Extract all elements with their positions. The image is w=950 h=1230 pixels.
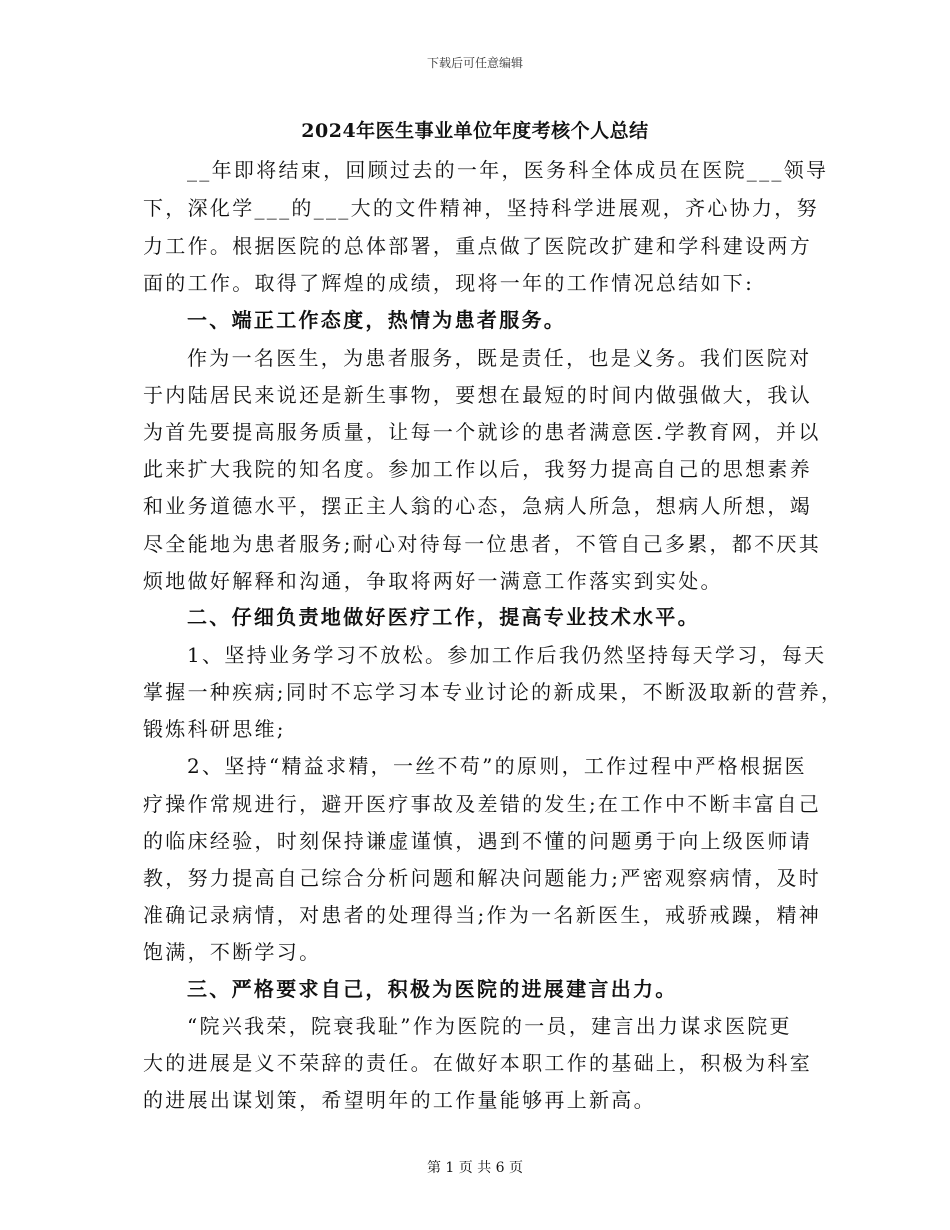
section-heading: 一、端正工作态度，热情为患者服务。 bbox=[187, 308, 567, 332]
body-line: 于内陆居民来说还是新生事物，要想在最短的时间内做强做大，我认 bbox=[143, 383, 812, 407]
section-heading: 三、严格要求自己，积极为医院的进展建言出力。 bbox=[187, 977, 678, 1001]
body-line: 烦地做好解释和沟通，争取将两好一满意工作落实到实处。 bbox=[143, 569, 723, 593]
body-line: 作为一名医生，为患者服务，既是责任，也是义务。我们医院对 bbox=[187, 346, 812, 370]
body-line: 准确记录病情，对患者的处理得当;作为一名新医生，戒骄戒躁，精神 bbox=[143, 903, 822, 927]
body-line: 锻炼科研思维; bbox=[143, 717, 286, 741]
body-line: 掌握一种疾病;同时不忘学习本专业讨论的新成果，不断汲取新的营养， bbox=[143, 680, 844, 704]
page-number-footer: 第 1 页 共 6 页 bbox=[426, 1160, 524, 1176]
section-heading: 二、仔细负责地做好医疗工作，提高专业技术水平。 bbox=[187, 605, 700, 629]
body-line: 为首先要提高服务质量，让每一个就诊的患者满意医.学教育网，并以 bbox=[143, 420, 821, 444]
body-line: 1、坚持业务学习不放松。参加工作后我仍然坚持每天学习，每天 bbox=[187, 643, 827, 667]
body-line: 此来扩大我院的知名度。参加工作以后，我努力提高自己的思想素养 bbox=[143, 457, 812, 481]
body-line: 大的进展是义不荣辞的责任。在做好本职工作的基础上，积极为科室 bbox=[143, 1051, 812, 1075]
body-line: 力工作。根据医院的总体部署，重点做了医院改扩建和学科建设两方 bbox=[143, 234, 812, 258]
body-line: 的进展出谋划策，希望明年的工作量能够再上新高。 bbox=[143, 1088, 656, 1112]
document-title: 2024年医生事业单位年度考核个人总结 bbox=[301, 120, 649, 142]
body-line: 下，深化学___的___大的文件精神，坚持科学进展观，齐心协力，努 bbox=[143, 196, 819, 220]
body-line: 饱满，不断学习。 bbox=[143, 940, 322, 964]
body-line: “院兴我荣，院衰我耻”作为医院的一员，建言出力谋求医院更 bbox=[187, 1014, 792, 1038]
body-line: __年即将结束，回顾过去的一年，医务科全体成员在医院___领导 bbox=[187, 158, 829, 182]
body-line: 疗操作常规进行，避开医疗事故及差错的发生;在工作中不断丰富自己 bbox=[143, 792, 822, 816]
header-note: 下载后可任意编辑 bbox=[426, 56, 523, 70]
body-line: 2、坚持“精益求精，一丝不苟”的原则，工作过程中严格根据医 bbox=[187, 754, 807, 778]
body-line: 面的工作。取得了辉煌的成绩，现将一年的工作情况总结如下: bbox=[143, 271, 755, 295]
body-line: 尽全能地为患者服务;耐心对待每一位患者，不管自己多累，都不厌其 bbox=[143, 532, 822, 556]
body-line: 和业务道德水平，摆正主人翁的心态，急病人所急，想病人所想，竭 bbox=[143, 494, 812, 518]
body-line: 教，努力提高自己综合分析问题和解决问题能力;严密观察病情，及时 bbox=[143, 866, 822, 890]
body-line: 的临床经验，时刻保持谦虚谨慎，遇到不懂的问题勇于向上级医师请 bbox=[143, 829, 812, 853]
